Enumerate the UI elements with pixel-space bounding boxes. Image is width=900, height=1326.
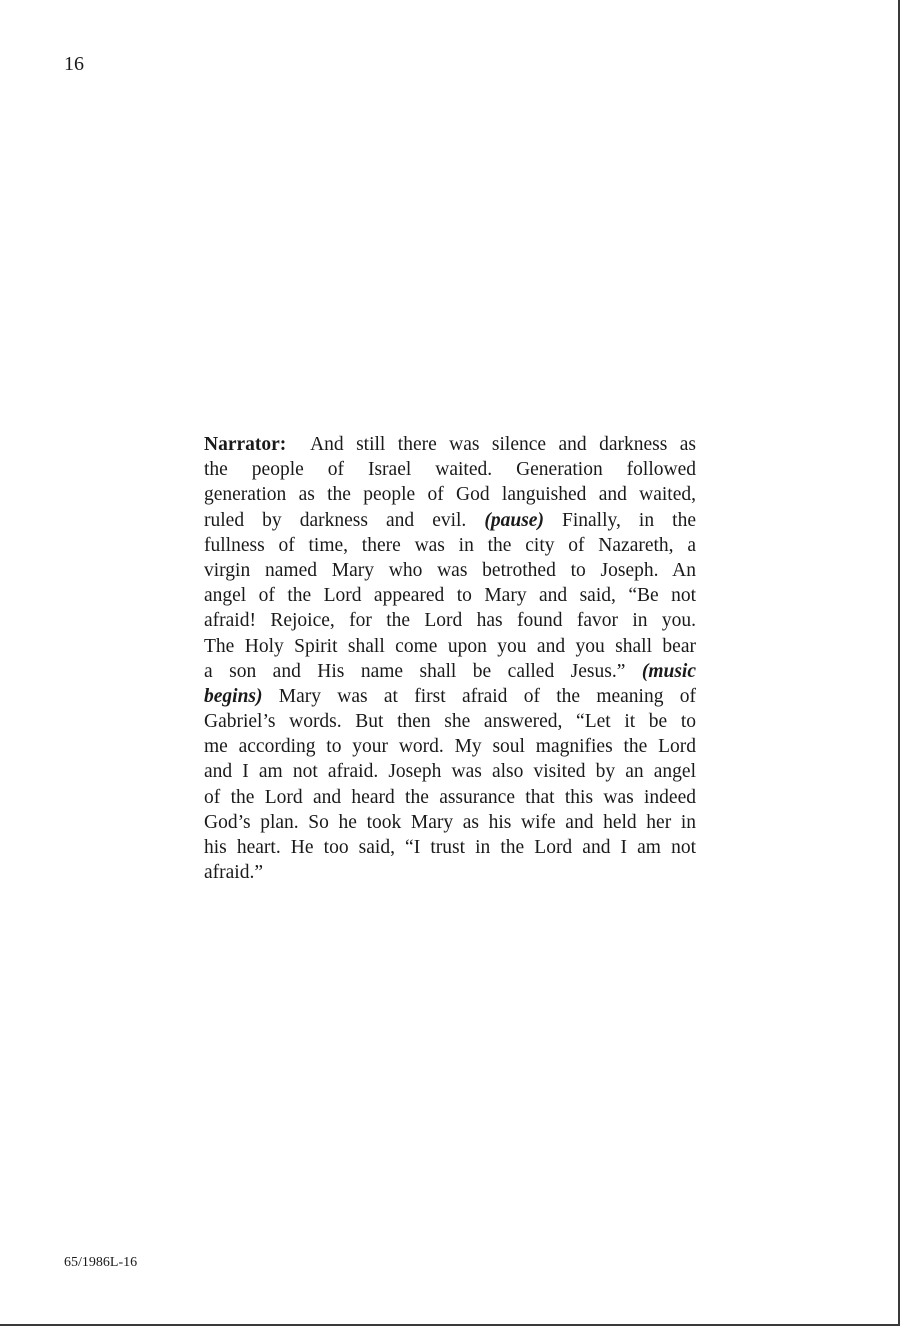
narration-text: Gabriel’s words. But then she answered, “Let it be to <box>204 711 696 733</box>
narration-line <box>204 860 696 885</box>
narration-line <box>204 508 696 533</box>
narration-line <box>204 684 696 709</box>
narration-line <box>204 608 696 633</box>
narration-text: generation as the people of God languished and waited, <box>204 484 696 506</box>
narration-text: me according to your word. My soul magnifies the Lord <box>204 736 696 758</box>
stage-direction-music-begins: begins) <box>204 685 263 707</box>
stage-direction-pause: (pause) <box>484 509 544 531</box>
narration-line <box>204 810 696 835</box>
narration-text: God’s plan. So he took Mary as his wife and held her in <box>204 811 696 833</box>
narration-text: of the Lord and heard the assurance that this was indeed <box>204 786 696 808</box>
narration-text: afraid! Rejoice, for the Lord has found favor in you. <box>204 610 696 632</box>
narration-text: the people of Israel waited. Generation followed <box>204 459 696 481</box>
narration-line <box>204 659 696 684</box>
narration-line <box>204 583 696 608</box>
stage-direction-music-begins: (music <box>641 660 696 682</box>
narration-line <box>204 785 696 810</box>
page-number: 16 <box>64 53 84 75</box>
speaker-label: Narrator: <box>204 434 287 455</box>
narration-text: angel of the Lord appeared to Mary and said, “Be not <box>204 585 696 607</box>
narration-line <box>204 432 696 457</box>
narration-text: The Holy Spirit shall come upon you and you shall bear <box>204 635 696 657</box>
narration-line <box>204 759 696 784</box>
narration-text: a son and His name shall be called Jesus.” <box>204 660 642 682</box>
narration-line <box>204 457 696 482</box>
narration-text: And still there was silence and darkness as <box>310 434 696 455</box>
narration-line <box>204 533 696 558</box>
narration-line <box>204 634 696 659</box>
narration-line <box>204 835 696 860</box>
narration-text: his heart. He too said, “I trust in the Lord and I am not <box>204 837 696 858</box>
footer-catalog-code: 65/1986L-16 <box>64 1255 138 1270</box>
narration-line <box>204 558 696 583</box>
narration-line <box>204 482 696 507</box>
narration-text: Mary was at first afraid of the meaning of <box>262 685 696 707</box>
narration-text: ruled by darkness and evil. <box>204 509 485 531</box>
narration-paragraph <box>204 432 696 885</box>
narration-text: fullness of time, there was in the city of Nazareth, a <box>204 534 696 556</box>
narration-line <box>204 734 696 759</box>
narration-text: afraid.” <box>204 862 263 884</box>
narration-text: virgin named Mary who was betrothed to Joseph. An <box>204 559 696 581</box>
narration-text: and I am not afraid. Joseph was also visited by an angel <box>204 761 696 783</box>
narration-text: Finally, in the <box>543 509 696 531</box>
narration-line <box>204 709 696 734</box>
